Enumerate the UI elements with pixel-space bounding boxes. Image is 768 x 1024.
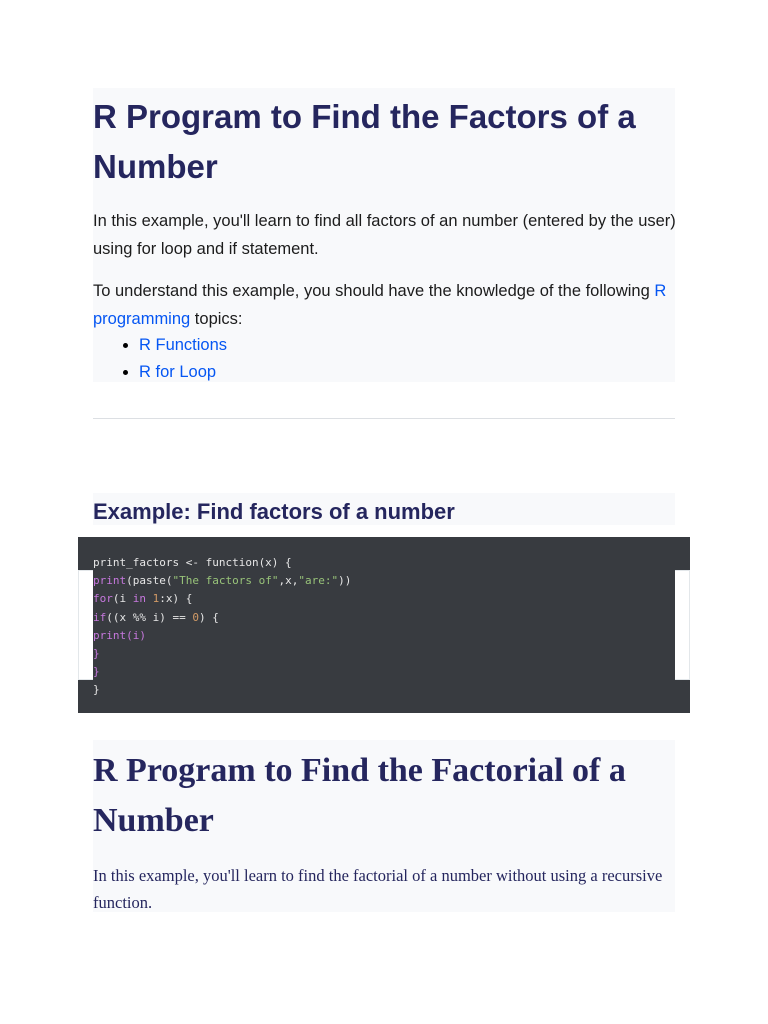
code-line: for(i in 1:x) { <box>93 592 193 606</box>
prerequisite-text: To understand this example, you should have the knowledge of the following <box>93 282 655 300</box>
divider <box>93 418 675 419</box>
prerequisite-paragraph <box>93 278 678 333</box>
code-line: print_factors <- function(x) { <box>93 556 292 569</box>
r-programming-link[interactable]: R programming <box>93 282 667 328</box>
list-item <box>139 359 227 386</box>
article-title-factorial: R Program to Find the Factorial of a Number <box>93 752 626 839</box>
code-line: } <box>93 665 100 679</box>
code-line: } <box>93 683 100 697</box>
list-item <box>139 332 227 359</box>
factorial-intro-paragraph: In this example, you'll learn to find the factorial of a number without using a recursive function. <box>93 866 663 912</box>
code-line: print(i) <box>93 628 146 642</box>
code-line: } <box>93 647 100 661</box>
example-heading: Example: Find factors of a number <box>93 499 455 524</box>
code-line: print(paste("The factors of",x,"are:")) <box>93 574 352 588</box>
topic-list <box>93 332 227 386</box>
topic-link-r-functions[interactable]: R Functions <box>139 336 228 354</box>
code-line: if((x %% i) == 0) { <box>93 610 219 624</box>
topic-link-r-for-loop[interactable]: R for Loop <box>139 363 217 381</box>
article-title-factors: R Program to Find the Factors of a Number <box>93 98 636 185</box>
prerequisite-suffix: topics: <box>190 309 243 328</box>
code-listing[interactable] <box>93 554 351 700</box>
intro-paragraph: In this example, you'll learn to find all factors of an number (entered by the user) using for loop and if statement. <box>93 212 676 258</box>
